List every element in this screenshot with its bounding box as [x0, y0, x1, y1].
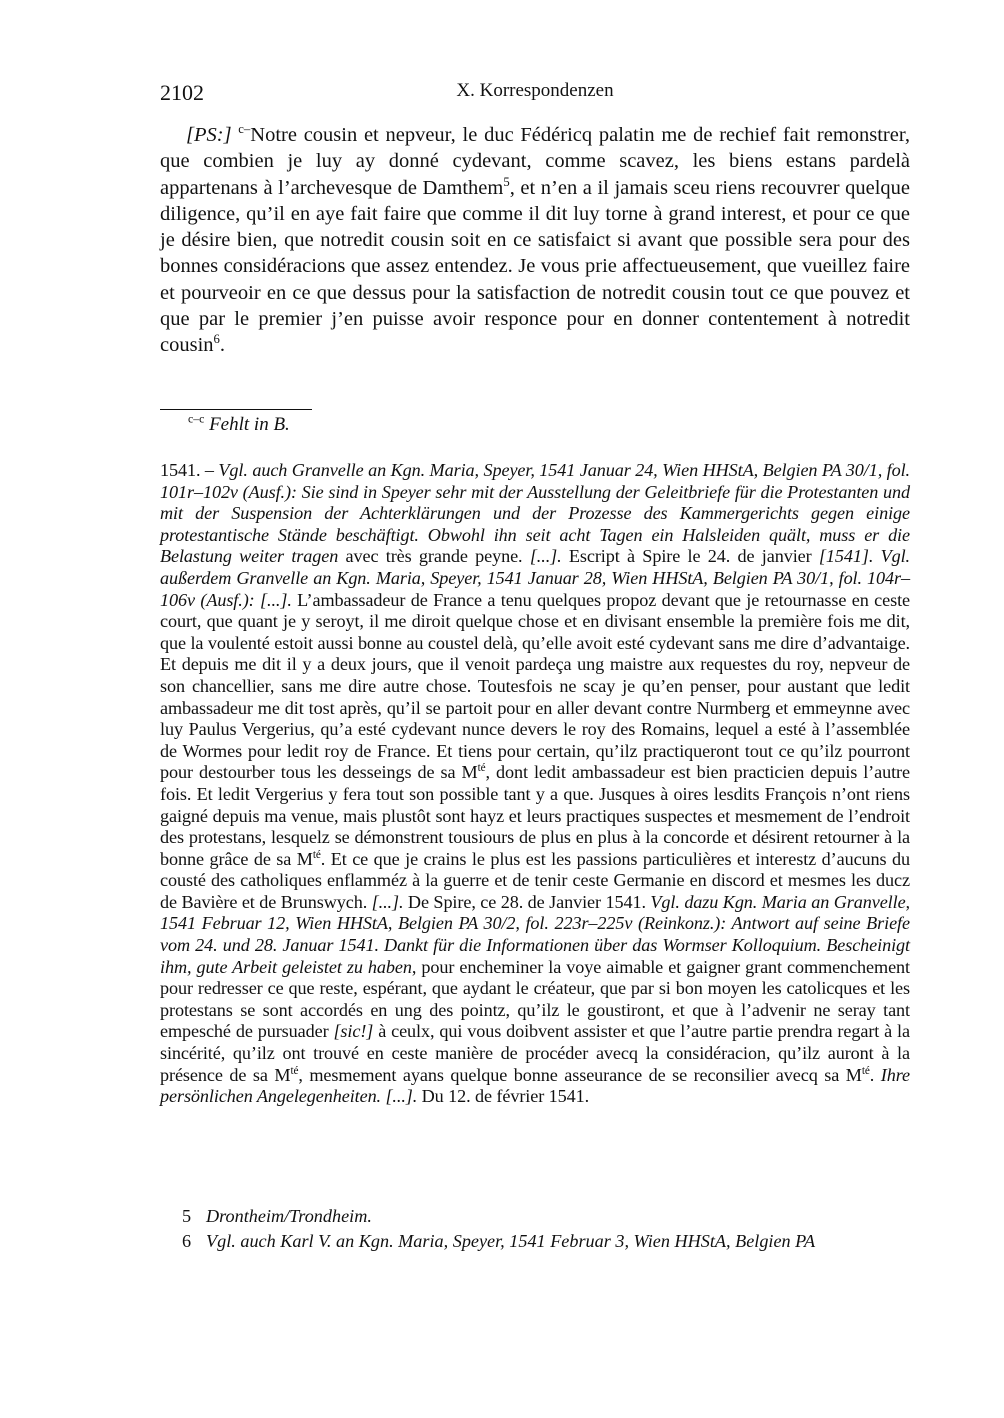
page-number: 2102 [160, 80, 204, 105]
fn-italic: [...]. [529, 546, 562, 567]
fn-superscript: té [861, 1064, 870, 1077]
fn-italic: [sic!] [333, 1021, 374, 1042]
fn-text: avec très grande peyne. [338, 546, 530, 567]
fn-text: . Et ce que je crains le plus est les passions particulières et interestz d’aucuns du cousté des catholiques enflamméz à la guerre et de tenir ceste Germanie en discord et mesmes les ducz de Bavière et de Brunswych. [160, 848, 910, 912]
fn-superscript: té [477, 762, 486, 775]
critical-marker-open: c– [238, 122, 251, 137]
critical-note-marker: c–c [188, 412, 205, 426]
fn-italic: Ihre persönlichen Angelegenheiten. [...]. [160, 1064, 910, 1107]
fn-text: à ceulx, qui vous doibvent assister et que l’autre partie prendra regart à la sincérité, qu’ilz ont trouvé en ceste manière de procéder avecq la considéracion, qu’ilz auront à la présence de sa M [160, 1021, 910, 1085]
fn-text: . [869, 1064, 881, 1085]
fn-text: 1541. – [160, 460, 219, 480]
ps-label: [PS:] [186, 124, 232, 146]
footnote-5 [182, 1204, 910, 1228]
footnote-6 [182, 1229, 910, 1253]
running-title: X. Korrespondenzen [456, 80, 614, 101]
fn-text: Du 12. de février 1541. [417, 1086, 590, 1107]
footnote-ref-6[interactable]: 6 [213, 332, 220, 347]
critical-note-text: Fehlt in B. [209, 414, 290, 435]
footnote-continuation [160, 460, 910, 1108]
fn-text: De Spire, ce 28. de Janvier 1541. [403, 891, 651, 912]
fn-italic: [1541]. Vgl. außerdem Granvelle an Kgn. Maria, Speyer, 1541 Januar 28, Wien HHStA, Belgien PA 30/1, fol. 104r–106v (Ausf.): [...]. [160, 546, 911, 610]
footnote-text: Drontheim/Trondheim. [206, 1206, 372, 1226]
main-text-part-1: Notre cousin et nepveur, le duc Fédéricq palatin me de rechief fait remonstrer, que combien je luy ay donné cydevant, comme scavez, les biens estans pardelà appartenans à l’archevesque de Damthem [160, 124, 910, 199]
fn-italic: Vgl. dazu Kgn. Maria an Granvelle, 1541 Februar 12, Wien HHStA, Belgien PA 30/2, fol. 223r–225v (Reinkonz.): Antwort auf seine Briefe vom 24. und 28. Januar 1541. Dankt für die Informationen über das Wormser Kolloquium. Bescheinigt ihm, gute Arbeit geleistet zu haben [160, 891, 910, 977]
fn-text: Escript à Spire le 24. de janvier [561, 546, 819, 567]
page-header [160, 80, 910, 106]
footnote-number: 5 [182, 1206, 192, 1226]
fn-text: , dont ledit ambassadeur est bien practicien depuis l’autre fois. Et ledit Vergerius y fera tout son possible tant y a que. Jusques à oires lesdits François n’ont riens gaigné depuis ma venue, mais plustôt sont hayz et leurs practiques suspectes et mesmement de l’endroit des protestans, lesquelz se démonstrent tousiours de plus en plus à la concorde et désirent retourner à la bonne grâce de sa M [160, 762, 910, 869]
fn-superscript: té [312, 848, 321, 861]
fn-italic: Vgl. auch Granvelle an Kgn. Maria, Speyer, 1541 Januar 24, Wien HHStA, Belgien PA 30/1, fol. 101r–102v (Ausf.): Sie sind in Speyer sehr mit der Ausstellung der Geleitbriefe für die Protestanten und mit der Suspension der Achterklärungen und der Prozesse des Kammergerichts gegen einige protestantische Stände beschäftigt. Obwohl ihn seit acht Tagen ein Halsleiden quält, muss er die Belastung weiter tragen [160, 460, 910, 567]
footnote-number: 6 [182, 1231, 192, 1251]
fn-text: , mesmement ayans quelque bonne asseurance de se reconsilier avecq sa M [298, 1064, 862, 1085]
fn-text: L’ambassadeur de France a tenu quelques propoz devant que je retournasse en ceste court, que quant je y seroyt, il me diroit quelque chose et en divisant ensemble la première fois me dit, que la voulenté estoit aussi bonne au coustel delà, qu’elle avoit esté cydevant sans me dire d’advantaige. Et depuis me dit il y a deux jours, que il venoit pardeça ung maistre aux requestes du roy, nepveur de son chancellier, sans me dire autre chose. Toutesfois ne scay je qu’en penser, pour austant que ledit ambassadeur me dit tost après, qu’il se partoit pour en aller devant contre Nurmberg et emmeynne avec luy Paulus Vergerius, qu’a esté cydevant nunce devers le roy des Romains, lequel a esté à l’assemblée de Wormes pour ledit roy de France. Et tiens pour certain, qu’ilz practiqueront tout ce qu’ilz pourront pour destourber tous les desseings de sa M [160, 589, 910, 783]
main-text-part-2: , et n’en a il jamais sceu riens recouvrer quelque diligence, qu’il en aye fait faire que comme il dit luy torne à grand interest, et pour ce que je désire bien, que notredit cousin soit en ce satisfaict si avant que possible sera pour des bonnes considéracions que assez entendez. Je vous prie affectueusement, que vueillez faire et pourveoir en ce que dessus pour la satisfaction de notredit cousin tout ce que pouvez et que par le premier j’en puisse avoir responce pour en donner contentement à notredit cousin [160, 176, 910, 357]
fn-superscript: té [290, 1064, 299, 1077]
main-text [160, 122, 910, 359]
fn-italic: [...]. [371, 891, 404, 912]
footnote-ref-5[interactable]: 5 [503, 174, 510, 189]
footnote-rule [160, 409, 312, 410]
fn-text: , pour encheminer la voye aimable et gaigner grant commenchement pour redresser ce que reste, espérant, que aydant le créateur, que par si bon moyen les catolicques et les protestans se sont accordés en ung des pointz, qu’ilz le goustiront, et que à l’advenir ne seray tant empesché de pursuader [160, 956, 910, 1042]
critical-note [188, 414, 290, 436]
main-text-end: . [219, 334, 226, 357]
footnote-text: Vgl. auch Karl V. an Kgn. Maria, Speyer, 1541 Februar 3, Wien HHStA, Belgien PA [206, 1231, 816, 1251]
